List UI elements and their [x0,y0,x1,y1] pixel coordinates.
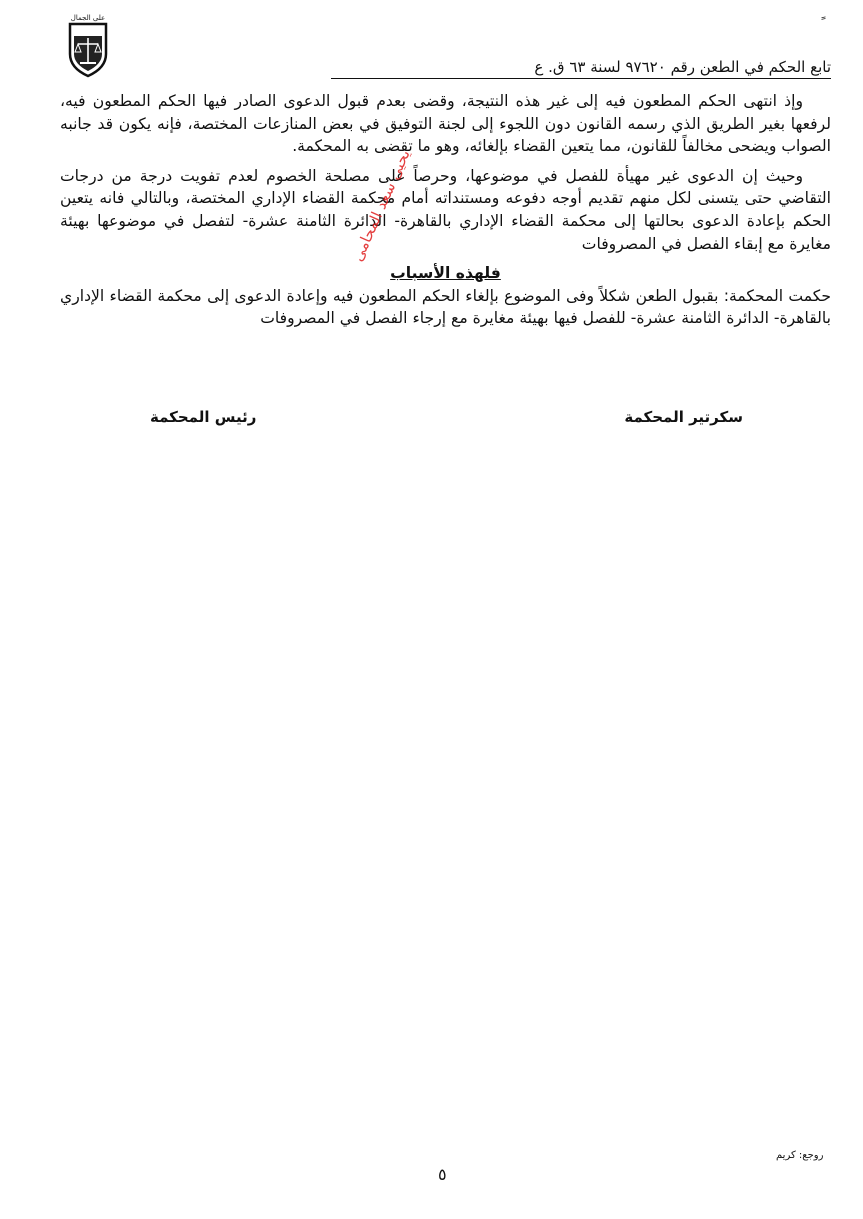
section-heading: فلهذه الأسباب [390,264,501,283]
reviewer-note: روجع: كريم [776,1150,824,1161]
court-logo-icon [66,14,110,78]
verdict-text: حكمت المحكمة: بقبول الطعن شكلاً وفى الموضوع بإلغاء الحكم المطعون فيه وإعادة الدعوى إلى محكمة القضاء الإداري بالقاهرة- الدائرة الثامنة عشرة- للفصل فيها بهيئة مغايرة مع إرجاء الفصل في المصروفات [60,286,831,328]
red-handwritten-stamp: يحيى سعد المحامى [348,146,414,265]
page-header: تابع الحكم في الطعن رقم ٩٧٦٢٠ لسنة ٦٣ ق. ع [331,58,831,79]
secretary-signature-label: سكرتير المحكمة [624,408,743,426]
signature-block [150,408,743,426]
logo-caption: على الجمال [70,14,106,22]
paragraph: وإذ انتهى الحكم المطعون فيه إلى غير هذه النتيجة، وقضى بعدم قبول الدعوى الصادر فيها الحكم المطعون فيه، لرفعها بغير الطريق الذي رسمه القانون دون اللجوء إلى لجنة التوفيق في بعض المنازعات المختصة، فإنه يكون قد جانبه الصواب ويضحى مخالفاً للقانون، مما يتعين القضاء بإلغائه، وهو ما تقضى به المحكمة. [60,92,831,156]
page-number: ٥ [438,1165,447,1184]
president-signature-label: رئيس المحكمة [150,408,257,426]
judgment-body [60,90,831,330]
paragraph: وحيث إن الدعوى غير مهيأة للفصل في موضوعها، وحرصاً على مصلحة الخصوم لعدم تفويت درجة من درجات التقاضي حتى يتسنى لكل منهم تقديم أوجه دفوعه ومستنداته أمام محكمة القضاء الإداري المختصة، وبالتالي فانه يتعين الحكم بإعادة الدعوى بحالتها إلى محكمة القضاء الإداري بالقاهرة- الدائرة الثامنة عشرة- لتفصل في موضوعها بهيئة مغايرة مع إبقاء الفصل في المصروفات [60,166,831,253]
